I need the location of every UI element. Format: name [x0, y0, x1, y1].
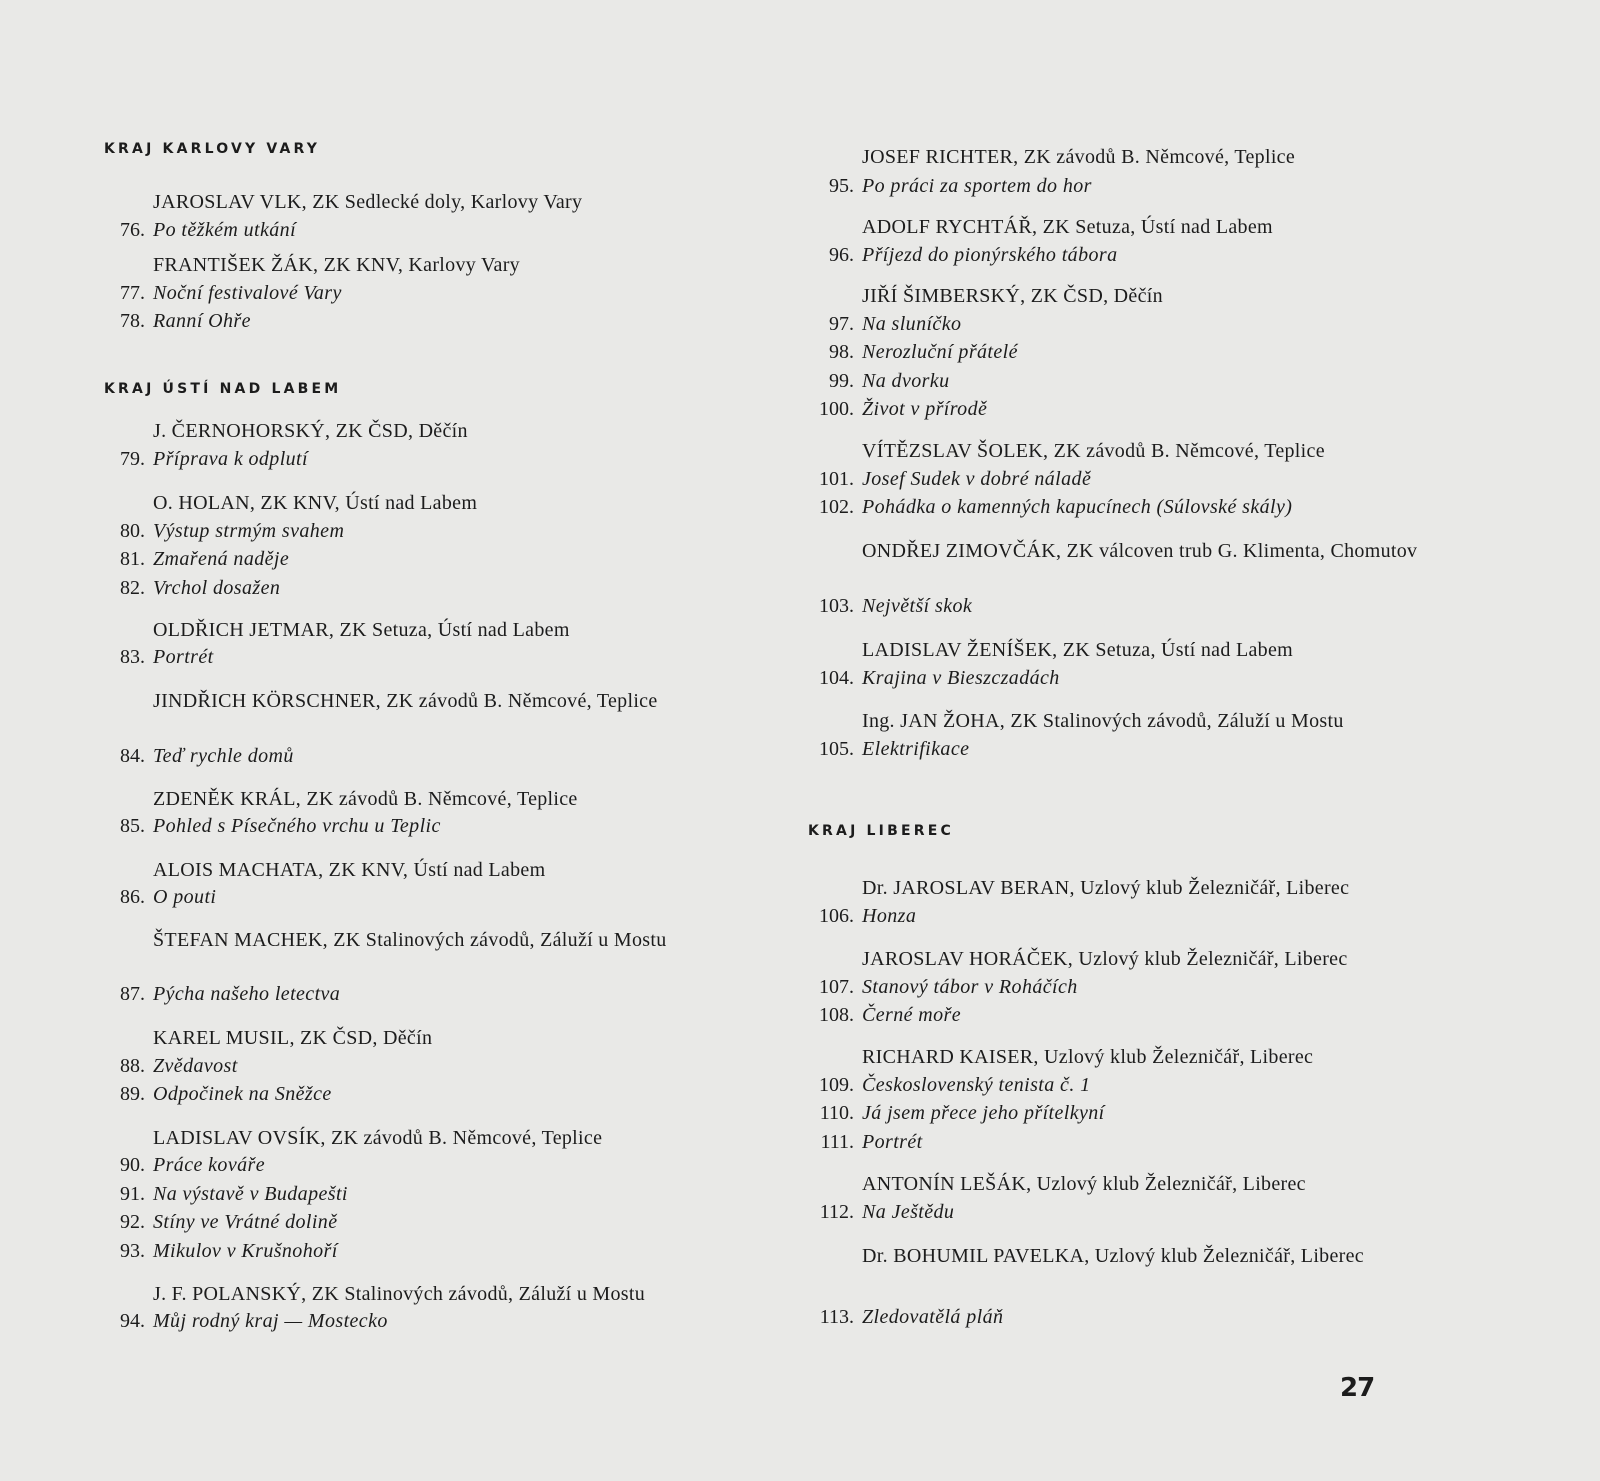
author-entry: J. F. POLANSKÝ, ZK Stalinových závodů, Záluží u Mostu: [153, 1283, 646, 1305]
work-title: Můj rodný kraj — Mostecko: [153, 1310, 388, 1332]
work-number: 86.: [120, 886, 145, 908]
author-entry: OLDŘICH JETMAR, ZK Setuza, Ústí nad Labem: [153, 619, 570, 641]
work-item: [819, 397, 988, 421]
work-item: [819, 1200, 955, 1224]
work-title: Portrét: [862, 1131, 923, 1153]
page-number: 27: [1340, 1373, 1375, 1403]
work-number: 99.: [829, 370, 854, 392]
work-item: [120, 1082, 332, 1106]
work-number: 95.: [829, 175, 854, 197]
work-title: Černé moře: [862, 1004, 961, 1026]
work-number: 88.: [120, 1055, 145, 1077]
work-item: [819, 594, 973, 618]
work-title: Krajina v Bieszczadách: [862, 667, 1060, 689]
work-number: 91.: [120, 1183, 145, 1205]
author-entry: Dr. BOHUMIL PAVELKA, Uzlový klub Železničář, Liberec: [862, 1245, 1364, 1267]
work-title: Zmařená naděje: [153, 548, 290, 570]
work-title: Ranní Ohře: [153, 310, 251, 332]
work-number: 94.: [120, 1310, 145, 1332]
work-number: 79.: [120, 448, 145, 470]
work-item: [120, 1210, 338, 1234]
work-number: 92.: [120, 1211, 145, 1233]
work-item: [120, 281, 342, 305]
work-item: [829, 243, 1118, 267]
work-title: Pýcha našeho letectva: [153, 983, 341, 1005]
work-item: [819, 467, 1092, 491]
author-entry: ANTONÍN LEŠÁK, Uzlový klub Železničář, Liberec: [862, 1173, 1306, 1195]
work-title: Vrchol dosažen: [153, 577, 281, 599]
author-entry: JAROSLAV VLK, ZK Sedlecké doly, Karlovy Vary: [153, 191, 583, 213]
work-item: [819, 1073, 1091, 1097]
author-entry: JINDŘICH KÖRSCHNER, ZK závodů B. Němcové, Teplice: [153, 690, 658, 712]
work-item: [120, 1054, 238, 1078]
work-title: Stanový tábor v Roháčích: [862, 976, 1078, 998]
region-heading-karlovy-vary: KRAJ KARLOVY VARY: [104, 141, 321, 157]
region-heading-usti: KRAJ ÚSTÍ NAD LABEM: [104, 381, 342, 397]
work-number: 102.: [819, 496, 854, 518]
work-title: Nerozluční přátelé: [862, 341, 1018, 363]
work-item: [819, 1305, 1004, 1329]
work-number: 104.: [819, 667, 854, 689]
work-title: Na Ještědu: [862, 1201, 955, 1223]
work-number: 113.: [819, 1306, 854, 1328]
work-title: Zvědavost: [153, 1055, 238, 1077]
work-item: [120, 645, 214, 669]
work-number: 90.: [120, 1154, 145, 1176]
work-item: [120, 1182, 348, 1206]
work-title: Odpočinek na Sněžce: [153, 1083, 332, 1105]
work-title: Po práci za sportem do hor: [862, 175, 1092, 197]
work-item: [120, 885, 217, 909]
work-item: [819, 1003, 961, 1027]
work-item: [120, 982, 341, 1006]
work-number: 97.: [829, 313, 854, 335]
work-number: 110.: [819, 1102, 854, 1124]
work-number: 85.: [120, 815, 145, 837]
work-number: 98.: [829, 341, 854, 363]
work-title: Pohled s Písečného vrchu u Teplic: [153, 815, 441, 837]
work-item: [120, 1153, 265, 1177]
work-title: Honza: [862, 905, 917, 927]
work-title: Elektrifikace: [862, 738, 970, 760]
work-title: Pohádka o kamenných kapucínech (Súlovské skály): [862, 496, 1293, 518]
work-number: 96.: [829, 244, 854, 266]
work-item: [120, 1309, 388, 1333]
work-number: 78.: [120, 310, 145, 332]
author-entry: VÍTĚZSLAV ŠOLEK, ZK závodů B. Němcové, Teplice: [862, 440, 1325, 462]
work-title: Na výstavě v Budapešti: [153, 1183, 348, 1205]
work-title: Portrét: [153, 646, 214, 668]
work-item: [820, 1130, 923, 1154]
work-item: [120, 218, 297, 242]
work-item: [819, 975, 1078, 999]
author-entry: LADISLAV ŽENÍŠEK, ZK Setuza, Ústí nad Labem: [862, 639, 1293, 661]
work-number: 103.: [819, 595, 854, 617]
author-entry: JAROSLAV HORÁČEK, Uzlový klub Železničář, Liberec: [862, 948, 1348, 970]
author-entry: JIŘÍ ŠIMBERSKÝ, ZK ČSD, Děčín: [862, 285, 1163, 307]
work-title: Teď rychle domů: [153, 745, 294, 767]
work-item: [829, 174, 1092, 198]
work-title: Stíny ve Vrátné dolině: [153, 1211, 338, 1233]
work-title: Příjezd do pionýrského tábora: [862, 244, 1118, 266]
work-number: 83.: [120, 646, 145, 668]
work-item: [819, 904, 917, 928]
work-item: [120, 814, 441, 838]
work-item: [829, 369, 950, 393]
work-title: Po těžkém utkání: [153, 219, 297, 241]
work-title: Na dvorku: [862, 370, 950, 392]
work-number: 100.: [819, 398, 854, 420]
work-number: 105.: [819, 738, 854, 760]
author-entry: ADOLF RYCHTÁŘ, ZK Setuza, Ústí nad Labem: [862, 216, 1273, 238]
work-title: Josef Sudek v dobré náladě: [862, 468, 1092, 490]
work-item: [819, 1101, 1105, 1125]
work-number: 108.: [819, 1004, 854, 1026]
work-title: O pouti: [153, 886, 217, 908]
work-title: Československý tenista č. 1: [862, 1074, 1091, 1096]
work-item: [819, 495, 1293, 519]
region-heading-liberec: KRAJ LIBEREC: [808, 823, 954, 839]
author-entry: LADISLAV OVSÍK, ZK závodů B. Němcové, Teplice: [153, 1127, 603, 1149]
work-title: Já jsem přece jeho přítelkyní: [862, 1102, 1105, 1124]
work-number: 76.: [120, 219, 145, 241]
work-number: 93.: [120, 1240, 145, 1262]
work-number: 80.: [120, 520, 145, 542]
work-title: Zledovatělá pláň: [862, 1306, 1004, 1328]
author-entry: ALOIS MACHATA, ZK KNV, Ústí nad Labem: [153, 859, 546, 881]
work-item: [120, 547, 290, 571]
work-number: 112.: [819, 1201, 854, 1223]
work-number: 81.: [120, 548, 145, 570]
work-title: Mikulov v Krušnohoří: [153, 1240, 338, 1262]
work-number: 111.: [820, 1131, 854, 1153]
work-item: [120, 576, 281, 600]
work-number: 106.: [819, 905, 854, 927]
work-item: [829, 312, 962, 336]
work-title: Práce kováře: [153, 1154, 265, 1176]
work-title: Příprava k odplutí: [153, 448, 308, 470]
work-item: [120, 744, 294, 768]
author-entry: FRANTIŠEK ŽÁK, ZK KNV, Karlovy Vary: [153, 254, 520, 276]
author-entry: Dr. JAROSLAV BERAN, Uzlový klub Železničář, Liberec: [862, 877, 1350, 899]
author-entry: ŠTEFAN MACHEK, ZK Stalinových závodů, Záluží u Mostu: [153, 929, 667, 951]
work-item: [829, 340, 1018, 364]
work-item: [819, 737, 970, 761]
work-item: [120, 1239, 338, 1263]
work-number: 107.: [819, 976, 854, 998]
author-entry: ONDŘEJ ZIMOVČÁK, ZK válcoven trub G. Klimenta, Chomutov: [862, 540, 1418, 562]
work-number: 89.: [120, 1083, 145, 1105]
author-entry: JOSEF RICHTER, ZK závodů B. Němcové, Teplice: [862, 146, 1296, 168]
work-title: Na sluníčko: [862, 313, 962, 335]
author-entry: RICHARD KAISER, Uzlový klub Železničář, Liberec: [862, 1046, 1314, 1068]
work-item: [819, 666, 1060, 690]
work-title: Noční festivalové Vary: [153, 282, 342, 304]
work-number: 84.: [120, 745, 145, 767]
work-item: [120, 447, 308, 471]
work-number: 77.: [120, 282, 145, 304]
author-entry: O. HOLAN, ZK KNV, Ústí nad Labem: [153, 492, 478, 514]
author-entry: J. ČERNOHORSKÝ, ZK ČSD, Děčín: [153, 420, 468, 442]
work-title: Život v přírodě: [862, 398, 988, 420]
author-entry: KAREL MUSIL, ZK ČSD, Děčín: [153, 1027, 433, 1049]
work-title: Výstup strmým svahem: [153, 520, 345, 542]
work-title: Největší skok: [862, 595, 973, 617]
work-item: [120, 309, 251, 333]
work-item: [120, 519, 345, 543]
work-number: 109.: [819, 1074, 854, 1096]
work-number: 101.: [819, 468, 854, 490]
author-entry: Ing. JAN ŽOHA, ZK Stalinových závodů, Záluží u Mostu: [862, 710, 1344, 732]
work-number: 87.: [120, 983, 145, 1005]
author-entry: ZDENĚK KRÁL, ZK závodů B. Němcové, Teplice: [153, 788, 578, 810]
work-number: 82.: [120, 577, 145, 599]
